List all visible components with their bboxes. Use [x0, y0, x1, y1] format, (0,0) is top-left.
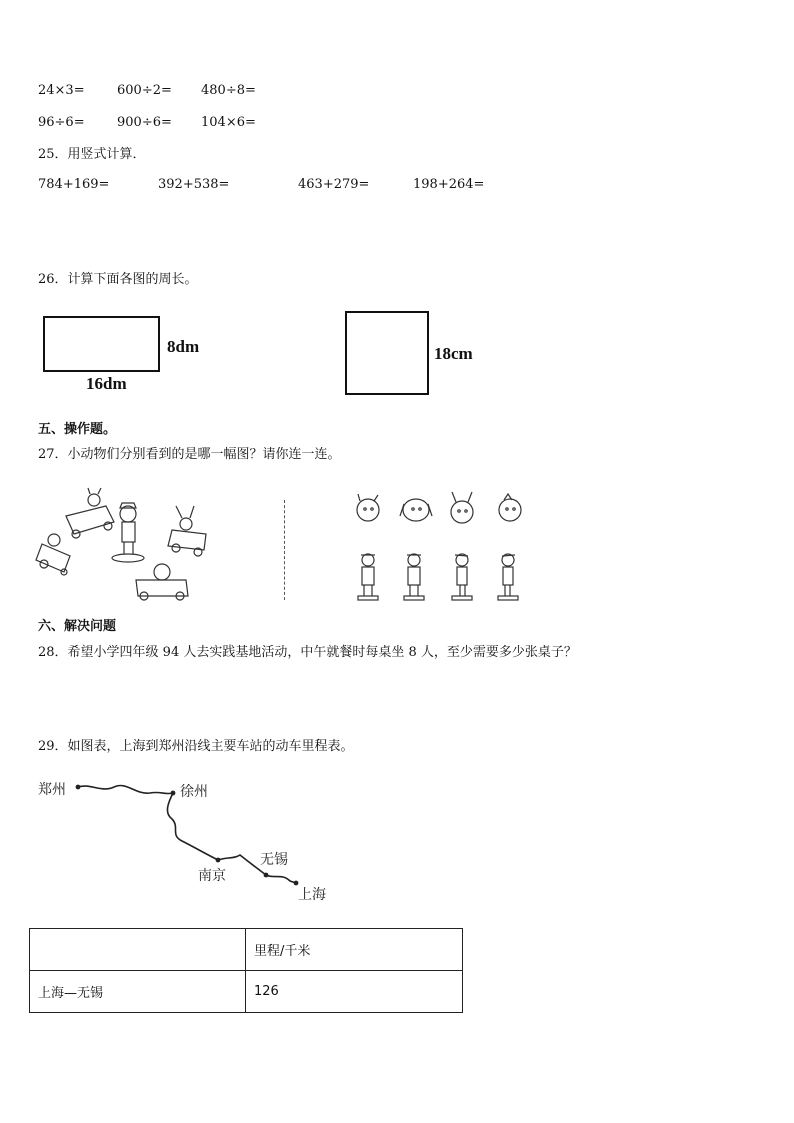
section-5-heading: 五、操作题。 [38, 422, 117, 437]
chick-head-icon [499, 494, 521, 521]
station-nanjing: 南京 [198, 868, 226, 884]
table-header-row [30, 929, 463, 971]
rect-width-label: 16dm [86, 374, 127, 393]
station-shanghai: 上海 [298, 887, 326, 903]
dog-head-icon [400, 499, 432, 521]
calc-item: 600÷2= [117, 83, 172, 98]
q25-title: 25．用竖式计算． [38, 147, 146, 162]
q26-title: 26．计算下面各图的周长。 [38, 272, 198, 287]
vertical-calc-item: 784+169= [38, 177, 110, 192]
police-back-icon [404, 554, 424, 600]
q27-title: 27．小动物们分别看到的是哪一幅图？请你连一连。 [38, 447, 341, 462]
rect-height-label: 8dm [167, 337, 200, 356]
police-front-icon [358, 554, 378, 600]
vertical-calc-item: 463+279= [298, 177, 370, 192]
calc-item: 900÷6= [117, 115, 172, 130]
mileage-table [29, 928, 463, 1013]
toy-scene-illustration [36, 484, 216, 604]
vertical-calc-item: 392+538= [158, 177, 230, 192]
calc-item: 96÷6= [38, 115, 85, 130]
table-header-cell: 里程/千米 [246, 929, 463, 971]
police-views-row [352, 550, 532, 604]
rectangle-figure [43, 316, 160, 372]
table-header-cell [30, 929, 246, 971]
square-figure [345, 311, 429, 395]
q28-title: 28．希望小学四年级 94 人去实践基地活动，中午就餐时每桌坐 8 人，至少需要多少张桌子？ [38, 645, 577, 660]
calc-item: 24×3= [38, 83, 85, 98]
rabbit-head-icon [451, 492, 473, 523]
square-side-label: 18cm [434, 344, 473, 363]
police-left-icon [452, 554, 472, 600]
station-xuzhou: 徐州 [180, 784, 208, 800]
calc-item: 480÷8= [201, 83, 256, 98]
station-wuxi: 无锡 [260, 852, 288, 868]
railway-route-map [30, 775, 350, 905]
dashed-divider [284, 500, 285, 600]
calc-item: 104×6= [201, 115, 256, 130]
table-cell: 上海—无锡 [30, 971, 246, 1013]
section-6-heading: 六、解决问题 [38, 619, 117, 634]
police-right-icon [498, 554, 518, 600]
q29-title: 29．如图表，上海到郑州沿线主要车站的动车里程表。 [38, 739, 354, 754]
table-row [30, 971, 463, 1013]
squirrel-head-icon [357, 494, 379, 521]
table-cell: 126 [246, 971, 463, 1013]
station-zhengzhou: 郑州 [38, 782, 66, 798]
animal-heads-row [352, 492, 532, 526]
vertical-calc-item: 198+264= [413, 177, 485, 192]
